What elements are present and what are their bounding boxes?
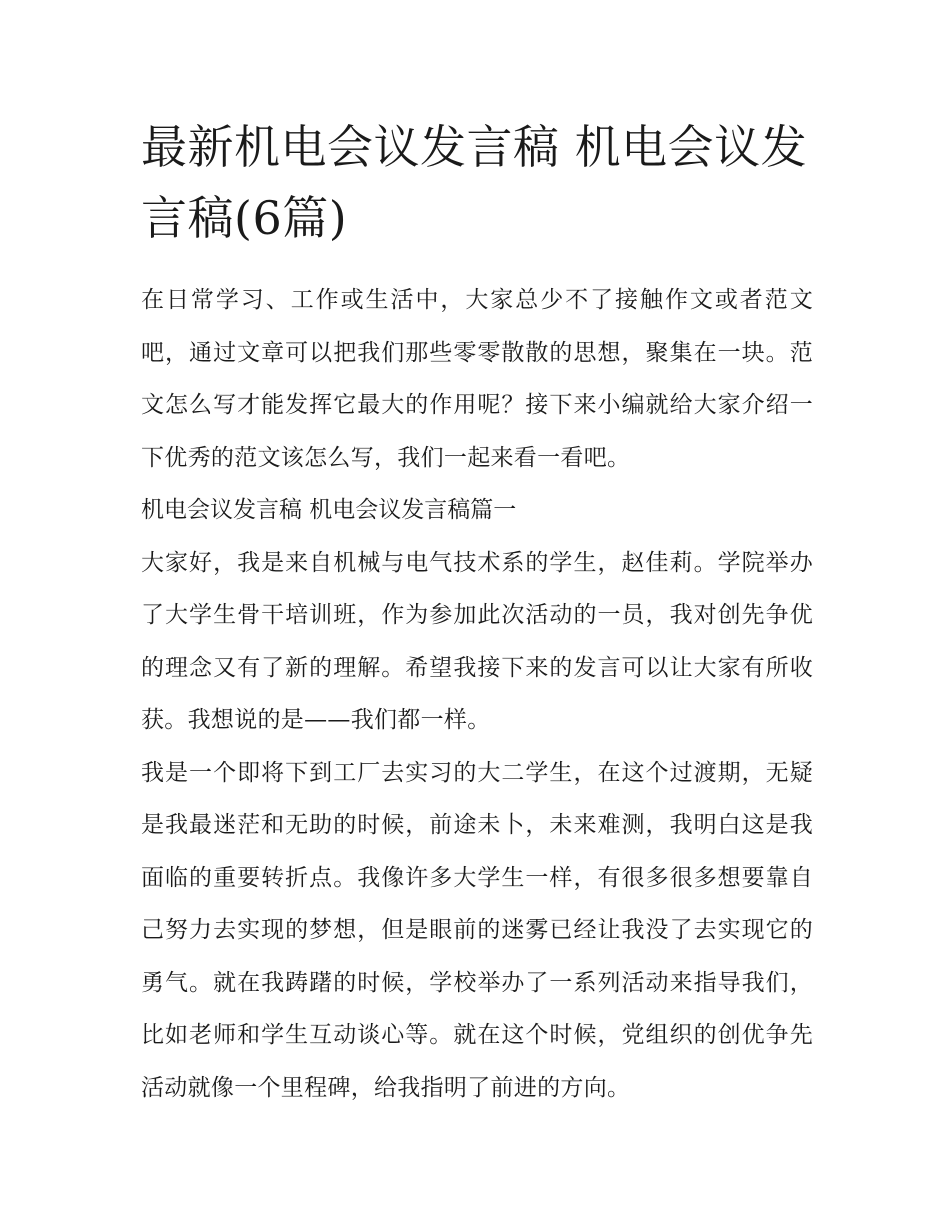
body-paragraph-1: 大家好，我是来自机械与电气技术系的学生，赵佳莉。学院举办了大学生骨干培训班，作为参加此次活动的一员，我对创先争优的理念又有了新的理解。希望我接下来的发言可以让大家有所收获。我想说的是——我们都一样。 (141, 549, 813, 733)
body-paragraph-2: 我是一个即将下到工厂去实习的大二学生，在这个过渡期，无疑是我最迷茫和无助的时候，前途未卜，未来难测，我明白这是我面临的重要转折点。我像许多大学生一样，有很多很多想要靠自己努力去实现的梦想，但是眼前的迷雾已经让我没了去实现它的勇气。就在我踌躇的时候，学校举办了一系列活动来指导我们，比如老师和学生互动谈心等。就在这个时候，党组织的创优争先活动就像一个里程碑，给我指明了前进的方向。 (141, 759, 813, 1101)
document-title: 最新机电会议发言稿 机电会议发言稿(6篇) (141, 120, 808, 245)
document-body (141, 274, 813, 1114)
intro-paragraph: 在日常学习、工作或生活中，大家总少不了接触作文或者范文吧，通过文章可以把我们那些零零散散的思想，聚集在一块。范文怎么写才能发挥它最大的作用呢？接下来小编就给大家介绍一下优秀的范文该怎么写，我们一起来看一看吧。 (141, 287, 813, 471)
section-heading: 机电会议发言稿 机电会议发言稿篇一 (141, 497, 517, 523)
document-content (141, 112, 813, 1114)
